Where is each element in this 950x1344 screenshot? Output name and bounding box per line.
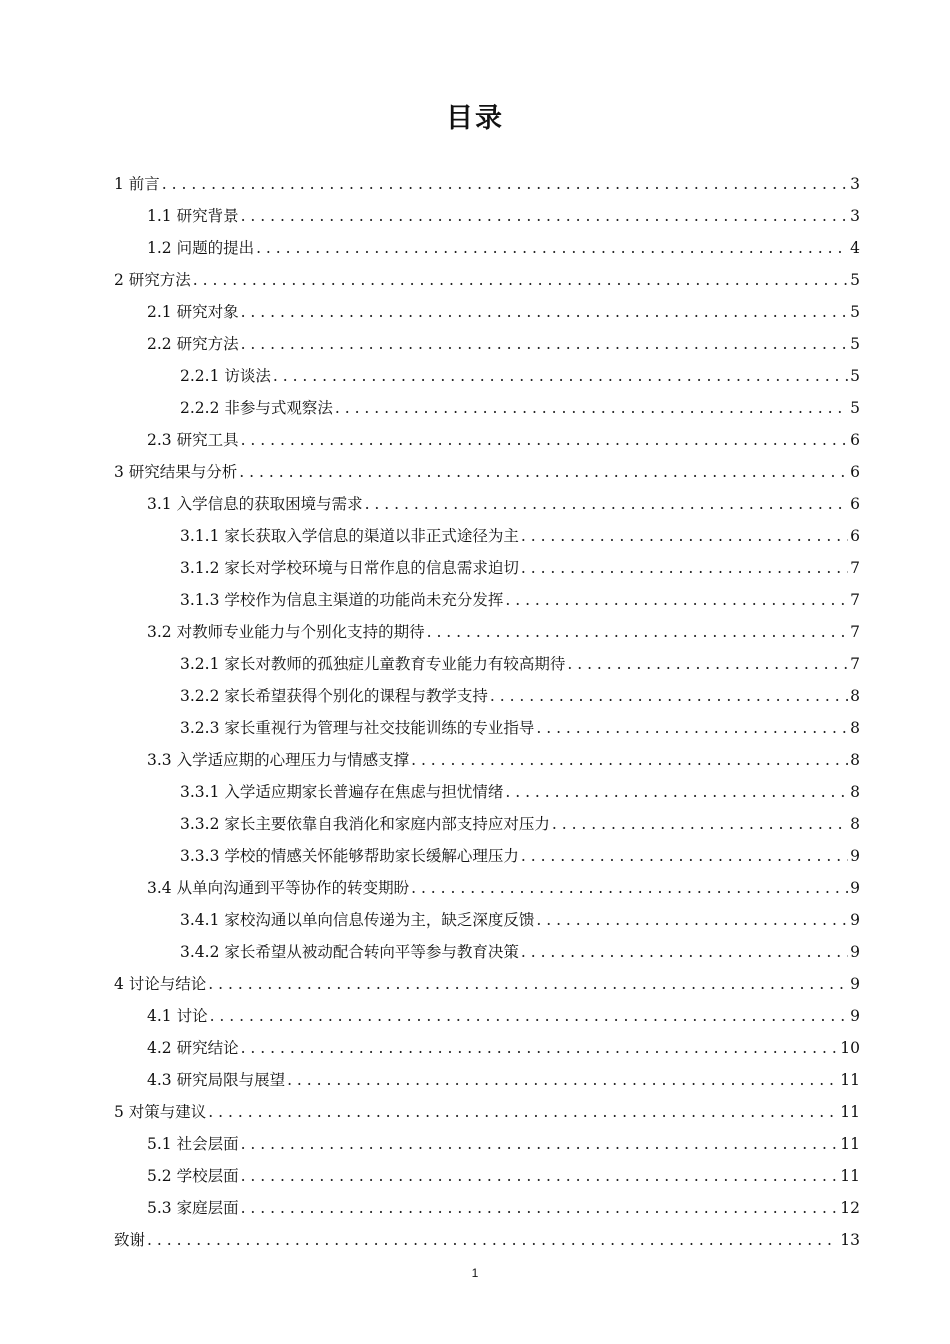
table-of-contents bbox=[114, 168, 860, 1256]
dot-leader bbox=[335, 392, 848, 424]
toc-entry-title: 4 讨论与结论 bbox=[114, 975, 207, 993]
toc-entry[interactable] bbox=[114, 712, 860, 744]
toc-entry-title: 5.3 家庭层面 bbox=[147, 1199, 239, 1217]
dot-leader bbox=[287, 1064, 838, 1096]
toc-entry-page: 3 bbox=[850, 207, 860, 225]
toc-entry-title: 5.2 学校层面 bbox=[147, 1167, 239, 1185]
toc-entry-title: 2.3 研究工具 bbox=[147, 431, 239, 449]
toc-entry-title: 5 对策与建议 bbox=[114, 1103, 207, 1121]
toc-entry-page: 5 bbox=[850, 271, 860, 289]
dot-leader bbox=[521, 936, 848, 968]
dot-leader bbox=[521, 840, 848, 872]
dot-leader bbox=[490, 680, 848, 712]
toc-entry-page: 6 bbox=[850, 495, 860, 513]
toc-entry-title: 3.2.2 家长希望获得个别化的课程与教学支持 bbox=[180, 687, 488, 705]
toc-entry-title: 3.3.2 家长主要依靠自我消化和家庭内部支持应对压力 bbox=[180, 815, 550, 833]
dot-leader bbox=[365, 488, 849, 520]
dot-leader bbox=[162, 168, 848, 200]
toc-entry[interactable] bbox=[114, 520, 860, 552]
toc-entry-page: 9 bbox=[850, 911, 860, 929]
dot-leader bbox=[241, 1032, 839, 1064]
toc-entry-page: 9 bbox=[850, 879, 860, 897]
toc-entry-page: 8 bbox=[850, 719, 860, 737]
toc-entry[interactable] bbox=[114, 616, 860, 648]
toc-entry-title: 1.2 问题的提出 bbox=[147, 239, 255, 257]
dot-leader bbox=[536, 712, 848, 744]
toc-entry[interactable] bbox=[114, 1160, 860, 1192]
dot-leader bbox=[239, 456, 848, 488]
dot-leader bbox=[273, 360, 848, 392]
toc-entry[interactable] bbox=[114, 744, 860, 776]
toc-entry[interactable] bbox=[114, 904, 860, 936]
toc-entry-page: 10 bbox=[840, 1039, 860, 1057]
toc-entry[interactable] bbox=[114, 360, 860, 392]
toc-entry-title: 3.1.2 家长对学校环境与日常作息的信息需求迫切 bbox=[180, 559, 519, 577]
toc-entry-title: 2 研究方法 bbox=[114, 271, 191, 289]
toc-entry[interactable] bbox=[114, 264, 860, 296]
toc-entry-title: 2.1 研究对象 bbox=[147, 303, 239, 321]
toc-entry-title: 2.2.1 访谈法 bbox=[180, 367, 271, 385]
dot-leader bbox=[241, 200, 849, 232]
dot-leader bbox=[208, 1096, 838, 1128]
toc-entry[interactable] bbox=[114, 488, 860, 520]
toc-entry-title: 3.3.3 学校的情感关怀能够帮助家长缓解心理压力 bbox=[180, 847, 519, 865]
toc-entry-page: 13 bbox=[840, 1231, 860, 1249]
toc-entry-page: 5 bbox=[850, 303, 860, 321]
toc-entry[interactable] bbox=[114, 584, 860, 616]
dot-leader bbox=[241, 1128, 839, 1160]
toc-entry-page: 9 bbox=[850, 975, 860, 993]
dot-leader bbox=[521, 520, 848, 552]
toc-entry-title: 3.1 入学信息的获取困境与需求 bbox=[147, 495, 363, 513]
toc-entry[interactable] bbox=[114, 1224, 860, 1256]
toc-entry-title: 3.2.3 家长重视行为管理与社交技能训练的专业指导 bbox=[180, 719, 535, 737]
toc-entry-title: 2.2 研究方法 bbox=[147, 335, 239, 353]
toc-entry[interactable] bbox=[114, 1128, 860, 1160]
toc-title: 目录 bbox=[446, 103, 504, 134]
toc-entry-title: 3.4.2 家长希望从被动配合转向平等参与教育决策 bbox=[180, 943, 519, 961]
dot-leader bbox=[210, 1000, 849, 1032]
toc-entry-page: 8 bbox=[850, 687, 860, 705]
toc-entry-title: 2.2.2 非参与式观察法 bbox=[180, 399, 333, 417]
toc-entry-page: 5 bbox=[850, 335, 860, 353]
toc-entry-page: 5 bbox=[850, 399, 860, 417]
toc-entry-title: 3.2 对教师专业能力与个别化支持的期待 bbox=[147, 623, 425, 641]
toc-entry-title: 5.1 社会层面 bbox=[147, 1135, 239, 1153]
toc-entry-page: 11 bbox=[840, 1103, 860, 1121]
toc-entry-page: 8 bbox=[850, 783, 860, 801]
toc-entry-page: 11 bbox=[840, 1135, 860, 1153]
dot-leader bbox=[241, 424, 849, 456]
toc-entry-page: 3 bbox=[850, 175, 860, 193]
toc-entry-page: 6 bbox=[850, 527, 860, 545]
toc-entry-page: 7 bbox=[850, 655, 860, 673]
toc-entry-title: 3 研究结果与分析 bbox=[114, 463, 238, 481]
toc-entry-page: 11 bbox=[840, 1167, 860, 1185]
toc-entry[interactable] bbox=[114, 1032, 860, 1064]
toc-entry[interactable] bbox=[114, 1064, 860, 1096]
toc-entry[interactable] bbox=[114, 808, 860, 840]
page-number: 1 bbox=[471, 1266, 479, 1280]
toc-entry[interactable] bbox=[114, 648, 860, 680]
toc-entry[interactable] bbox=[114, 232, 860, 264]
dot-leader bbox=[521, 552, 848, 584]
toc-entry-page: 6 bbox=[850, 463, 860, 481]
toc-entry[interactable] bbox=[114, 1000, 860, 1032]
dot-leader bbox=[552, 808, 848, 840]
toc-entry-title: 3.3 入学适应期的心理压力与情感支撑 bbox=[147, 751, 410, 769]
toc-entry-page: 7 bbox=[850, 591, 860, 609]
toc-entry-page: 9 bbox=[850, 943, 860, 961]
toc-entry-page: 11 bbox=[840, 1071, 860, 1089]
dot-leader bbox=[208, 968, 848, 1000]
toc-entry[interactable] bbox=[114, 776, 860, 808]
toc-entry-page: 4 bbox=[850, 239, 860, 257]
toc-entry[interactable] bbox=[114, 392, 860, 424]
dot-leader bbox=[241, 1192, 839, 1224]
dot-leader bbox=[567, 648, 848, 680]
toc-entry-title: 3.1.3 学校作为信息主渠道的功能尚未充分发挥 bbox=[180, 591, 504, 609]
toc-entry-page: 7 bbox=[850, 623, 860, 641]
dot-leader bbox=[505, 776, 848, 808]
toc-entry[interactable] bbox=[114, 200, 860, 232]
toc-entry-page: 9 bbox=[850, 847, 860, 865]
toc-entry[interactable] bbox=[114, 1192, 860, 1224]
toc-entry-title: 4.1 讨论 bbox=[147, 1007, 208, 1025]
toc-entry-page: 7 bbox=[850, 559, 860, 577]
dot-leader bbox=[411, 872, 848, 904]
toc-entry[interactable] bbox=[114, 680, 860, 712]
dot-leader bbox=[411, 744, 848, 776]
toc-entry[interactable] bbox=[114, 968, 860, 1000]
dot-leader bbox=[536, 904, 848, 936]
dot-leader bbox=[427, 616, 849, 648]
toc-entry-page: 8 bbox=[850, 815, 860, 833]
toc-entry-title: 4.3 研究局限与展望 bbox=[147, 1071, 286, 1089]
toc-entry-page: 5 bbox=[850, 367, 860, 385]
toc-entry[interactable] bbox=[114, 1096, 860, 1128]
toc-entry[interactable] bbox=[114, 424, 860, 456]
toc-entry-title: 3.4.1 家校沟通以单向信息传递为主，缺乏深度反馈 bbox=[180, 911, 535, 929]
toc-entry-page: 8 bbox=[850, 751, 860, 769]
dot-leader bbox=[193, 264, 848, 296]
toc-entry-page: 12 bbox=[840, 1199, 860, 1217]
toc-entry[interactable] bbox=[114, 168, 860, 200]
toc-entry[interactable] bbox=[114, 840, 860, 872]
toc-entry-title: 3.2.1 家长对教师的孤独症儿童教育专业能力有较高期待 bbox=[180, 655, 566, 673]
toc-entry[interactable] bbox=[114, 552, 860, 584]
dot-leader bbox=[256, 232, 848, 264]
dot-leader bbox=[241, 296, 849, 328]
dot-leader bbox=[241, 328, 849, 360]
toc-entry-title: 1.1 研究背景 bbox=[147, 207, 239, 225]
toc-entry[interactable] bbox=[114, 296, 860, 328]
dot-leader bbox=[241, 1160, 839, 1192]
toc-entry-title: 4.2 研究结论 bbox=[147, 1039, 239, 1057]
toc-entry-title: 3.1.1 家长获取入学信息的渠道以非正式途径为主 bbox=[180, 527, 519, 545]
toc-entry[interactable] bbox=[114, 456, 860, 488]
toc-entry-page: 6 bbox=[850, 431, 860, 449]
toc-entry[interactable] bbox=[114, 328, 860, 360]
dot-leader bbox=[147, 1224, 838, 1256]
toc-entry-title: 3.3.1 入学适应期家长普遍存在焦虑与担忧情绪 bbox=[180, 783, 504, 801]
toc-entry[interactable] bbox=[114, 872, 860, 904]
toc-entry-title: 1 前言 bbox=[114, 175, 160, 193]
toc-entry[interactable] bbox=[114, 936, 860, 968]
toc-entry-page: 9 bbox=[850, 1007, 860, 1025]
toc-entry-title: 致谢 bbox=[114, 1231, 146, 1249]
dot-leader bbox=[505, 584, 848, 616]
toc-entry-title: 3.4 从单向沟通到平等协作的转变期盼 bbox=[147, 879, 410, 897]
